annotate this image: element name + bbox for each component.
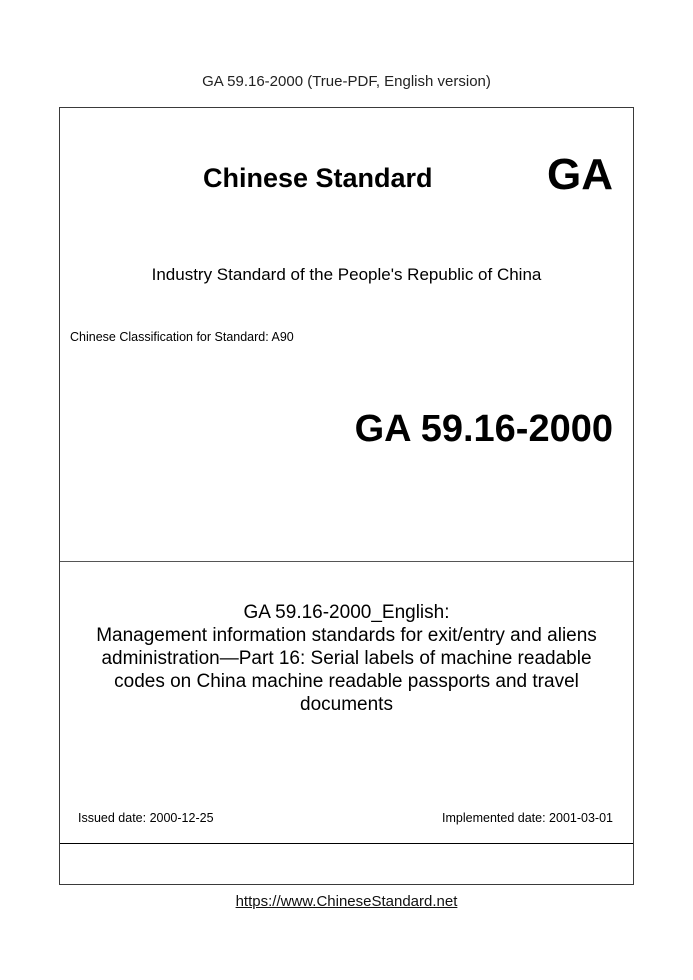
footer bbox=[0, 893, 693, 910]
cover-title: Chinese Standard bbox=[203, 163, 433, 193]
standard-badge: GA bbox=[547, 150, 613, 199]
document-title-line: Management information standards for exit/entry and aliens bbox=[96, 625, 597, 646]
website-link[interactable]: https://www.ChineseStandard.net bbox=[235, 893, 458, 910]
document-title-line: documents bbox=[300, 694, 393, 715]
issued-date: Issued date: 2000-12-25 bbox=[78, 811, 214, 825]
document-title-line: administration—Part 16: Serial labels of machine readable bbox=[101, 648, 592, 669]
document-title bbox=[70, 601, 623, 716]
classification-label: Chinese Classification for Standard: A90 bbox=[70, 330, 294, 344]
cover-title-section bbox=[60, 561, 633, 844]
standard-number: GA 59.16-2000 bbox=[354, 408, 613, 450]
document-title-line: codes on China machine readable passports and travel bbox=[114, 671, 579, 692]
document-title-line: GA 59.16-2000_English: bbox=[243, 602, 450, 623]
document-header: GA 59.16-2000 (True-PDF, English version) bbox=[202, 73, 491, 90]
cover-frame bbox=[59, 107, 634, 885]
cover-upper-section bbox=[60, 108, 633, 562]
cover-subtitle: Industry Standard of the People's Republic of China bbox=[151, 265, 542, 284]
implemented-date: Implemented date: 2001-03-01 bbox=[442, 811, 613, 825]
